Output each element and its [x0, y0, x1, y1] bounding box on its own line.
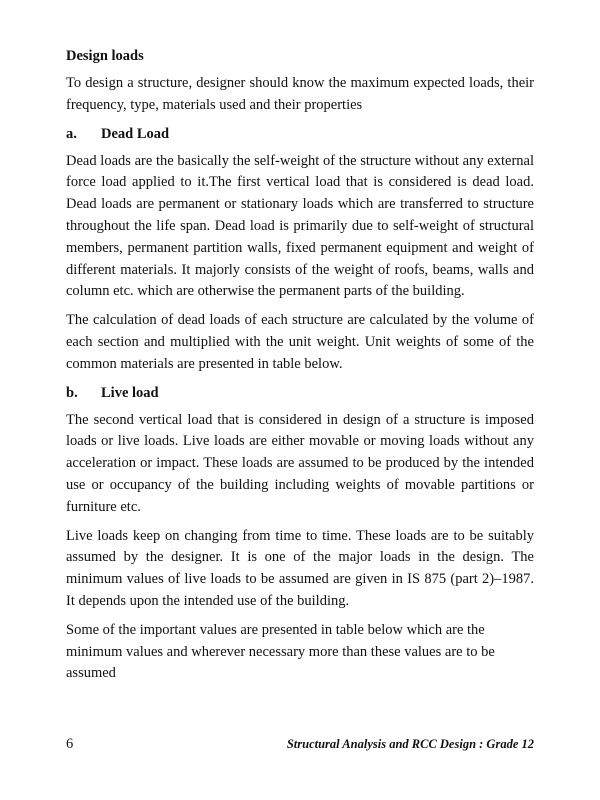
dead-load-title: Dead Load [101, 125, 170, 142]
dead-load-paragraph-1: Dead loads are the basically the self-weight of the structure without any external force load applied to it.The first vertical load that is considered is dead load. Dead loads are permanent or stationary loads which are transferred to structure throughout the life span. Dead load is primarily due to self-weight of structural members, permanent partition walls, fixed permanent equipment and weight of different materials. It majorly consists of the weight of roofs, beams, walls and column etc. which are otherwise the permanent parts of the building. [66, 152, 534, 300]
live-load-paragraph-2: Live loads keep on changing from time to time. These loads are to be suitably assumed by the designer. It is one of the major loads in the design. The minimum values of live loads to be assumed are given in IS 875 (part 2)–1987. It depends upon the intended use of the building. [66, 527, 534, 609]
running-title: Structural Analysis and RCC Design : Grade 12 [286, 737, 534, 751]
section-heading: Design loads [66, 48, 144, 64]
page-number: 6 [66, 736, 74, 752]
dead-load-marker: a. [66, 125, 77, 142]
live-load-title: Live load [101, 384, 159, 401]
section-intro-paragraph: To design a structure, designer should know the maximum expected loads, their frequency, type, materials used and their properties [66, 75, 534, 113]
page-content [66, 46, 534, 692]
page-footer [66, 735, 534, 753]
dead-load-paragraph-2: The calculation of dead loads of each structure are calculated by the volume of each section and multiplied with the unit weight. Unit weights of some of the common materials are presented in table below. [66, 312, 534, 372]
live-load-paragraph-1: The second vertical load that is considered in design of a structure is imposed loads or live loads. Live loads are either movable or moving loads without any acceleration or impact. These loads are assumed to be produced by the intended use or occupancy of the building including weights of movable partitions or furniture etc. [66, 411, 534, 515]
live-load-marker: b. [66, 384, 78, 401]
live-load-paragraph-3: Some of the important values are presented in table below which are the minimum values and wherever necessary more than these values are to be assumed [66, 621, 495, 682]
dead-load-heading [66, 124, 534, 144]
live-load-heading [66, 383, 534, 403]
